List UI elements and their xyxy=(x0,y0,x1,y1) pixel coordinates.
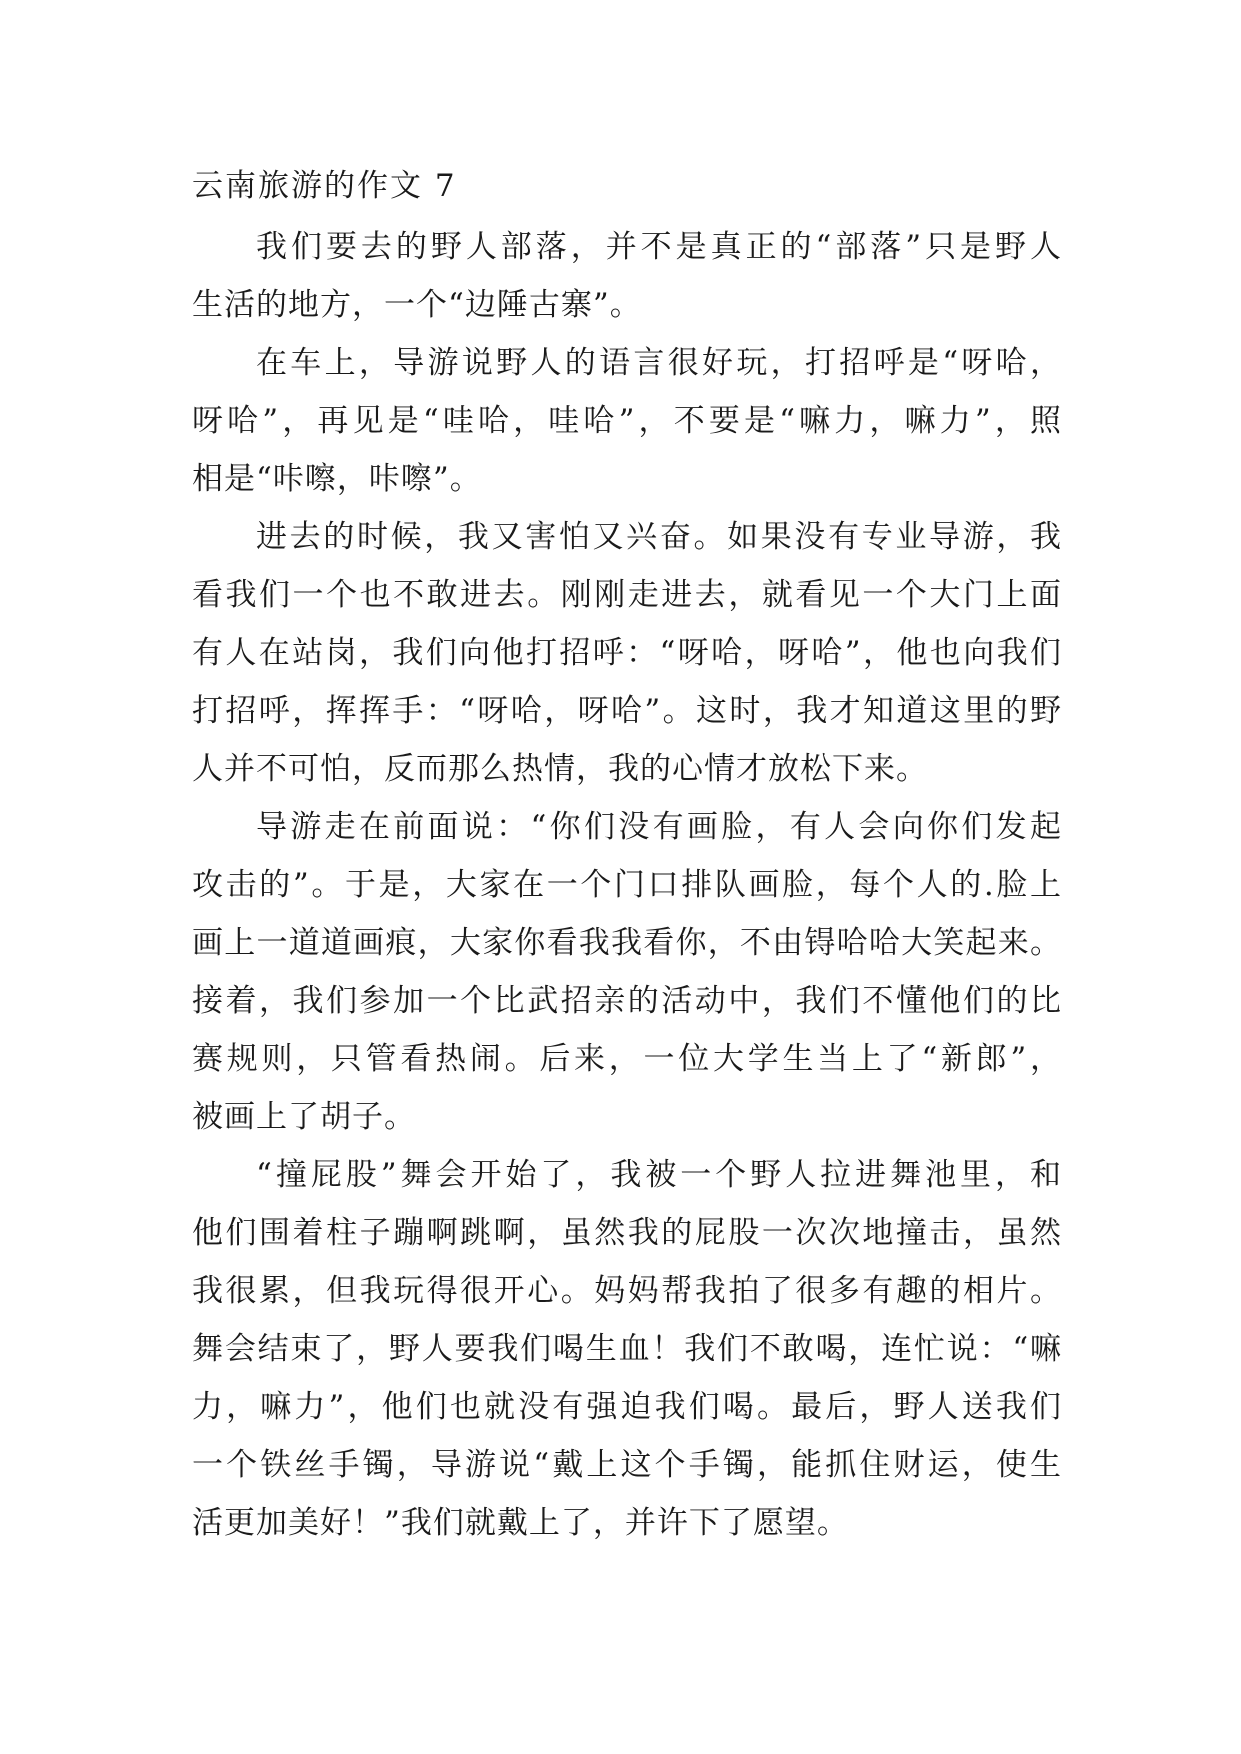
text-line: 我们要去的野人部落，并不是真正的“部落”只是野人 xyxy=(256,229,1062,265)
text-line: 活更加美好！”我们就戴上了，并许下了愿望。 xyxy=(192,1505,849,1541)
text-line: 看我们一个也不敢进去。刚刚走进去，就看见一个大门上面 xyxy=(192,577,1062,613)
text-line: 导游走在前面说：“你们没有画脸，有人会向你们发起 xyxy=(256,809,1062,845)
text-line: 生活的地方，一个“边陲古寨”。 xyxy=(192,287,642,323)
document-title: 云南旅游的作文 7 xyxy=(192,168,457,204)
text-line: 力，嘛力”，他们也就没有强迫我们喝。最后，野人送我们 xyxy=(192,1389,1062,1425)
text-line: 在车上，导游说野人的语言很好玩，打招呼是“呀哈， xyxy=(256,345,1062,381)
text-line: 打招呼，挥挥手：“呀哈，呀哈”。这时，我才知道这里的野 xyxy=(192,693,1062,729)
text-line: 人并不可怕，反而那么热情，我的心情才放松下来。 xyxy=(192,751,928,787)
text-line: 他们围着柱子蹦啊跳啊，虽然我的屁股一次次地撞击，虽然 xyxy=(192,1215,1062,1251)
text-line: 舞会结束了，野人要我们喝生血！我们不敢喝，连忙说：“嘛 xyxy=(192,1331,1062,1367)
text-line: 画上一道道画痕，大家你看我我看你，不由锝哈哈大笑起来。 xyxy=(192,925,1062,961)
text-line: 一个铁丝手镯，导游说“戴上这个手镯，能抓住财运，使生 xyxy=(192,1447,1062,1483)
text-line: 被画上了胡子。 xyxy=(192,1099,416,1135)
text-line: 呀哈”，再见是“哇哈，哇哈”，不要是“嘛力，嘛力”，照 xyxy=(192,403,1062,439)
essay-body xyxy=(192,218,1062,1552)
text-line: 接着，我们参加一个比武招亲的活动中，我们不懂他们的比 xyxy=(192,983,1062,1019)
text-line: 相是“咔嚓，咔嚓”。 xyxy=(192,461,482,497)
text-line: “撞屁股”舞会开始了，我被一个野人拉进舞池里，和 xyxy=(256,1157,1062,1193)
text-line: 赛规则，只管看热闹。后来，一位大学生当上了“新郎”， xyxy=(192,1041,1062,1077)
text-line: 进去的时候，我又害怕又兴奋。如果没有专业导游，我 xyxy=(256,519,1062,555)
text-line: 攻击的”。于是，大家在一个门口排队画脸，每个人的.脸上 xyxy=(192,867,1062,903)
text-line: 我很累，但我玩得很开心。妈妈帮我拍了很多有趣的相片。 xyxy=(192,1273,1062,1309)
text-line: 有人在站岗，我们向他打招呼：“呀哈，呀哈”，他也向我们 xyxy=(192,635,1062,671)
